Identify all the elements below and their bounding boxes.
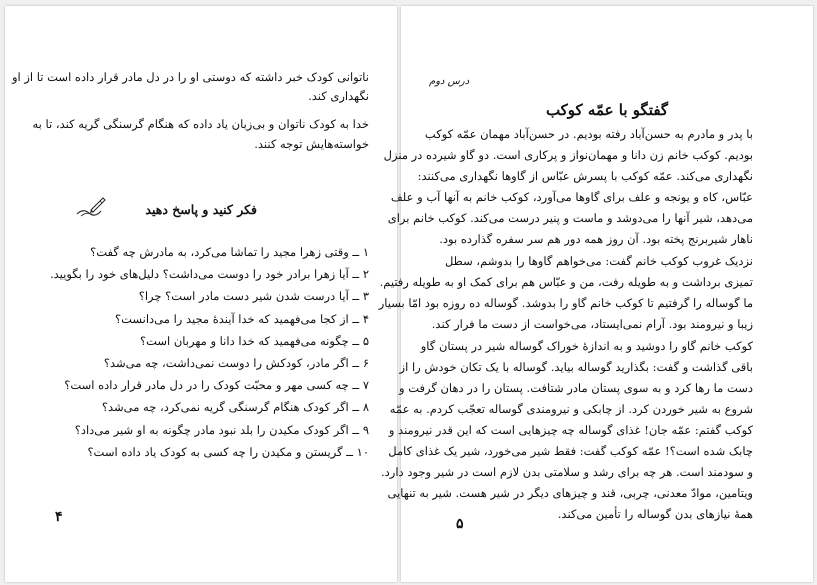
text-line: شروع به شیر خوردن کرد. از چابکی و نیرومندی گوساله تعجّب کردم. به عمّه (389, 402, 753, 416)
story-paragraph-1 (383, 124, 753, 250)
question-item: ۵ ــ چگونه می‌فهمید که خدا دانا و مهربان است؟ (139, 333, 369, 348)
left-page (5, 6, 397, 582)
page-number: ۵ (456, 516, 464, 532)
text-line: ویتامین، موادّ معدنی، چربی، قند و چیزهای دیگر در شیر هست. شیر به تنهایی (387, 486, 753, 500)
text-line: نگهداری می‌کند. عمّه کوکب با پسرش عبّاس از گاوها نگهداری می‌کنند: (417, 169, 753, 183)
question-item: ۲ ــ آیا زهرا برادر خود را دوست می‌داشت؟ دلیل‌های خود را بگویید. (49, 267, 369, 282)
text-line: می‌دهد، شیر آنها را می‌دوشد و ماست و پنیر درست می‌کند. کوکب خانم برای (387, 211, 753, 225)
text-line: نگهداری کند. (308, 89, 369, 103)
text-line: و سودمند است. هر چه برای رشد و سلامتی بدن لازم است در شیر وجود دارد. (381, 465, 753, 479)
question-item: ۸ ــ اگر کودک هنگام گرسنگی گریه نمی‌کرد، چه می‌شد؟ (101, 400, 369, 415)
pen-writing-icon (73, 196, 107, 220)
text-line: ناهار شیربرنج پخته بود. آن روز همه دور هم سر سفره گذارده بود. (439, 232, 753, 246)
story-paragraph-3 (381, 336, 753, 525)
text-line: ناتوانی کودک خبر داشته که دوستی او را در دل مادر قرار داده است تا از او (11, 70, 369, 84)
text-line: دست ما رها کرد و به سوی پستان مادر شتافت. پستان را در دهان گرفت و (399, 381, 753, 395)
question-item: ۶ ــ اگر مادر، کودکش را دوست نمی‌داشت، چه می‌شد؟ (103, 356, 369, 371)
lesson-title: گفتگو با عمّه کوکب (545, 101, 669, 119)
text-line: کوکب خانم گاو را دوشید و به اندازۀ خوراک گوساله شیر در پستان گاو (420, 339, 753, 353)
story-paragraph-2 (378, 251, 753, 335)
right-page (378, 6, 813, 582)
question-list (29, 241, 369, 463)
text-line: بودیم. کوکب خانم زن دانا و مهمان‌نواز و پرکاری است. دو گاو شیرده در منزل (383, 148, 753, 162)
question-item: ۷ ــ چه کسی مهر و محبّت کودک را در دل مادر قرار داده است؟ (64, 378, 369, 393)
page-number: ۴ (55, 509, 63, 525)
text-line: زیبا و نیرومند بود. آرام نمی‌ایستاد، می‌خواست از دست ما فرار کند. (431, 317, 753, 331)
question-item: ۱ ــ وقتی زهرا مجید را تماشا می‌کرد، به مادرش چه گفت؟ (90, 245, 369, 259)
text-line: باقی گذاشت و گفت: بگذارید گوساله بیاید. گوساله با یک تکان خودش را از (399, 360, 753, 374)
question-item: ۴ ــ از کجا می‌فهمید که خدا آیندۀ مجید را می‌دانست؟ (115, 311, 369, 326)
text-line: خواسته‌هایش توجه کنند. (254, 137, 369, 151)
closing-paragraph (34, 114, 369, 154)
question-item: ۱۰ ــ گریستن و مکیدن را چه کسی به کودک یاد داده است؟ (87, 444, 369, 459)
section-title: فکر کنید و پاسخ دهید (145, 202, 257, 217)
text-line: چابک شده است؟! عمّه کوکب گفت: فقط شیر می‌خورد، شیر یک غذای کامل (388, 444, 753, 458)
lesson-label: درس دوم (429, 76, 470, 87)
question-item: ۳ ــ آیا درست شدن شیر دست مادر است؟ چرا؟ (138, 289, 369, 304)
text-line: کوکب گفتم: عمّه جان! غذای گوساله چه چیزهایی است که این قدر نیرومند و (388, 423, 753, 437)
text-line: همۀ نیازهای بدن گوساله را تأمین می‌کند. (557, 507, 753, 521)
text-line: نزدیک غروب کوکب خانم گفت: می‌خواهم گاوها را بدوشم، سطل (444, 254, 753, 268)
text-line: با پدر و مادرم به حسن‌آباد رفته بودیم. در حسن‌آباد مهمان عمّه کوکب (424, 127, 753, 141)
text-line: ما گوساله را گرفتیم تا کوکب خانم گاو را بدوشد. گوساله ده روزه بود امّا بسیار (378, 296, 753, 310)
text-line: خدا به کودک ناتوان و بی‌زبان یاد داده که هنگام گرسنگی گریه کند، تا به (32, 117, 369, 131)
question-item: ۹ ــ اگر کودک مکیدن را بلد نبود مادر چگونه به او شیر می‌داد؟ (74, 422, 369, 437)
intro-paragraph (11, 68, 369, 106)
text-line: تمیزی برداشت و به طویله رفت، من و عبّاس هم برای کمک او به طویله رفتیم. (379, 275, 753, 289)
text-line: عبّاس، کاه و یونجه و علف برای گاوها می‌آورد، کوکب خانم به آنها آب و علف (390, 190, 753, 204)
